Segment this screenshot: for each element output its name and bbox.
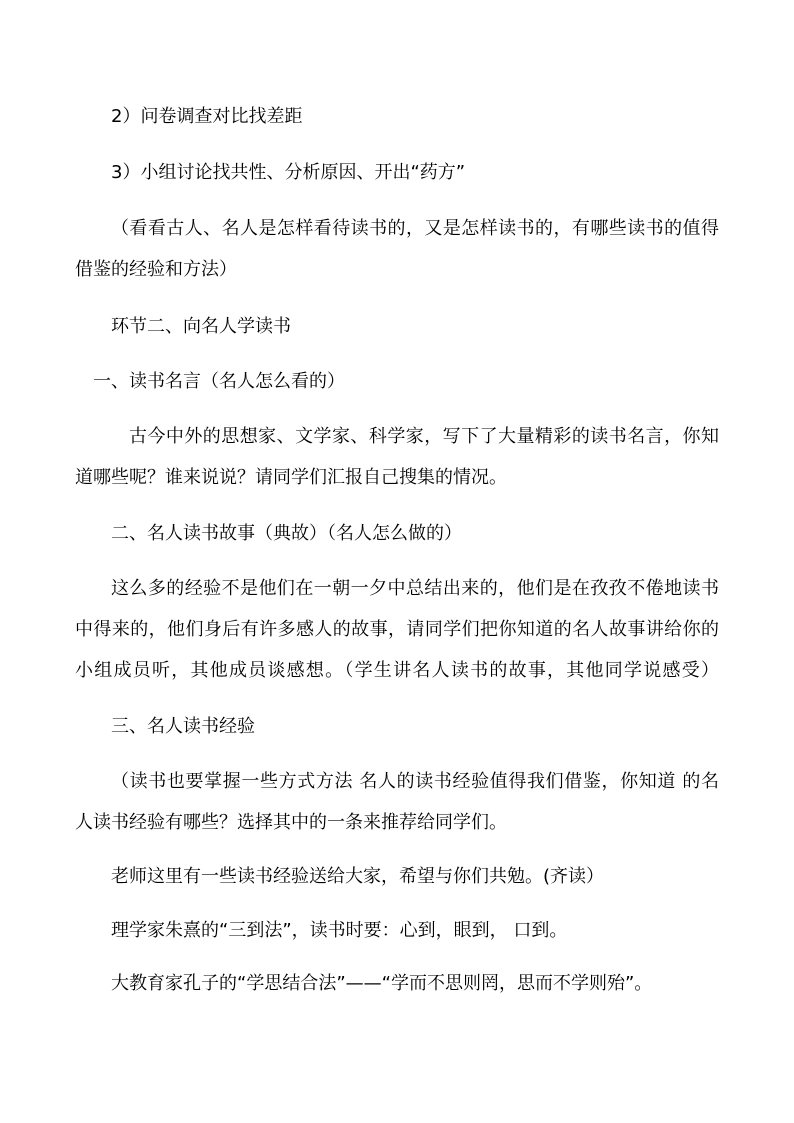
paragraph-line: （读书也要掌握一些方式方法 名人的读书经验值得我们借鉴，你知道 的名	[111, 771, 719, 792]
section-heading-stage-two: 环节二、向名人学读书	[111, 316, 291, 337]
paragraph-line: 人读书经验有哪些？选择其中的一条来推荐给同学们。	[75, 812, 507, 833]
paragraph-line: 借鉴的经验和方法）	[75, 259, 237, 280]
list-item-questionnaire: 2）问卷调查对比找差距	[111, 106, 303, 127]
paragraph-line: （看看古人、名人是怎样看待读书的，又是怎样读书的，有哪些读书的值得	[111, 218, 719, 239]
paragraph-line: 古今中外的思想家、文学家、科学家，写下了大量精彩的读书名言，你知	[129, 426, 719, 447]
paragraph-line: 老师这里有一些读书经验送给大家，希望与你们共勉。(齐读）	[111, 866, 605, 887]
paragraph-line: 大教育家孔子的“学思结合法”——“学而不思则罔，思而不学则殆”。	[111, 973, 653, 994]
paragraph-line: 道哪些呢？谁来说说？请同学们汇报自己搜集的情况。	[75, 467, 507, 488]
section-heading-experience: 三、名人读书经验	[111, 716, 255, 737]
paragraph-line: 中得来的，他们身后有许多感人的故事，请同学们把你知道的名人故事讲给你的	[75, 619, 719, 640]
list-item-group-discussion: 3）小组讨论找共性、分析原因、开出“药方”	[111, 162, 466, 183]
section-heading-quotes: 一、读书名言（名人怎么看的）	[93, 371, 345, 392]
paragraph-line: 小组成员听，其他成员谈感想。（学生讲名人读书的故事，其他同学说感受）	[75, 660, 719, 681]
paragraph-line: 这么多的经验不是他们在一朝一夕中总结出来的，他们是在孜孜不倦地读书	[111, 578, 719, 599]
paragraph-line: 理学家朱熹的“三到法”，读书时要：心到，眼到， 口到。	[111, 920, 568, 941]
section-heading-stories: 二、名人读书故事（典故）（名人怎么做的）	[111, 523, 462, 544]
